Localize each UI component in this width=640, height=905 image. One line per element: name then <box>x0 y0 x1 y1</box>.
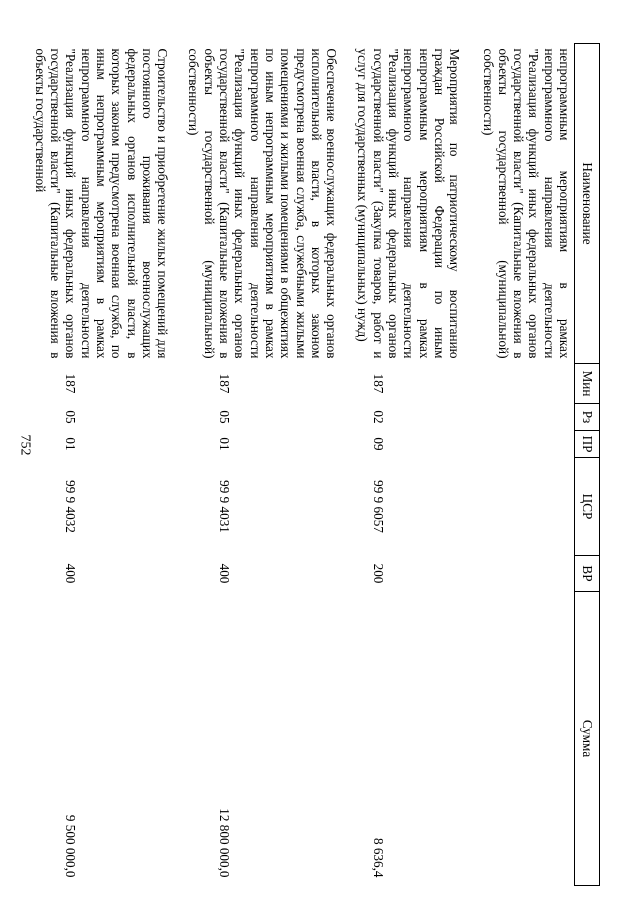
row-pr: 01 <box>217 437 233 451</box>
table-row <box>355 44 480 886</box>
row-rz: 05 <box>63 410 79 424</box>
row-pr <box>480 431 574 458</box>
row-csr: 99 9 6057 <box>371 480 387 533</box>
row-sum: 9 500 000,0 <box>63 814 79 878</box>
row-name: Мероприятия по патриотическому воспитанию граждан Российской Федерации по иным непрограммным мероприятиям в рамках непрограммного направления деятельности "Реализация функций иных федеральных органов государственной власти" (Закупка товаров, работ и услуг для государственных (муниципальных) нужд) <box>355 48 463 359</box>
row-sum <box>480 592 574 886</box>
table-row <box>186 44 355 886</box>
budget-table <box>33 43 601 886</box>
row-csr <box>480 458 574 556</box>
header-csr: ЦСР <box>575 458 600 556</box>
row-sum: 8 636,4 <box>371 837 387 878</box>
header-name: Наименование <box>575 44 600 364</box>
row-csr: 99 9 4031 <box>217 480 233 533</box>
row-rz: 05 <box>217 410 233 424</box>
row-name: Обеспечение военнослужащих федеральных органов исполнительной власти, в которых законом предусмотрена военная служба, служебными жилыми помещениями и жилыми помещениями в общежитиях по иным непрограммным мероприятиям в рамках непрограммного направления деятельности "Реализация функций иных федеральных органов государственной власти" (Капитальные вложения в объекты государственной (муниципальной) собственности) <box>186 48 340 359</box>
row-pr: 09 <box>371 437 387 451</box>
row-vr: 200 <box>371 563 387 584</box>
header-min: Мин <box>575 364 600 404</box>
table-row <box>33 44 187 886</box>
table-header <box>575 44 600 886</box>
table-row <box>480 44 574 886</box>
header-sum: Сумма <box>575 592 600 886</box>
rotated-page <box>32 43 600 885</box>
row-pr: 01 <box>63 437 79 451</box>
row-csr: 99 9 4032 <box>63 480 79 533</box>
row-sum: 12 800 000,0 <box>217 808 233 878</box>
header-vr: ВР <box>575 556 600 592</box>
row-name: непрограммным мероприятиям в рамках непрограммного направления деятельности "Реализация функций иных федеральных органов государственной власти" (Капитальные вложения в объекты государственной (муниципальной) собственности) <box>480 48 572 359</box>
header-rz: Рз <box>575 404 600 431</box>
row-min: 187 <box>217 373 233 394</box>
row-vr <box>480 556 574 592</box>
row-name: Строительство и приобретение жилых помещений для постоянного проживания военнослужащих федеральных органов исполнительной власти, в которых законом предусмотрена военная служба, по иным непрограммным мероприятиям в рамках непрограммного направления деятельности "Реализация функций иных федеральных органов государственной власти" (Капитальные вложения в объекты государственной <box>32 48 171 359</box>
header-pr: ПР <box>575 431 600 458</box>
row-vr: 400 <box>217 563 233 584</box>
row-vr: 400 <box>63 563 79 584</box>
row-rz <box>480 404 574 431</box>
row-rz: 02 <box>371 410 387 424</box>
page-number: 752 <box>17 434 33 456</box>
row-min: 187 <box>63 373 79 394</box>
row-min: 187 <box>371 373 387 394</box>
row-min <box>480 364 574 404</box>
